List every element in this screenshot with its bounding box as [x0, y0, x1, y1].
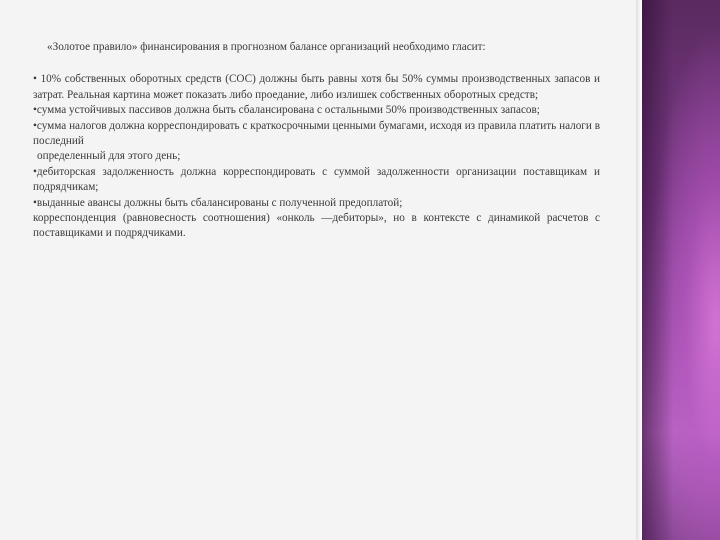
rule-item-taxes: •сумма налогов должна корреспондировать с краткосрочными ценными бумагами, исходя из правила платить налоги в последний [33, 119, 600, 148]
rule-item-advances: •выданные авансы должны быть сбалансированы с полученной предоплатой; [33, 196, 403, 209]
rule-item-onkol: корреспонденция (равновесность соотношения) «онколь —дебиторы», но в контексте с динамикой расчетов с поставщиками и подрядчиками. [33, 212, 600, 240]
text-block [33, 40, 600, 242]
paragraph-gap [33, 55, 600, 72]
intro-paragraph: «Золотое правило» финансирования в прогнозном балансе организаций необходимо гласит: [47, 41, 486, 53]
rule-item-taxes-continued: определенный для этого день; [37, 150, 181, 163]
rule-item-stable-liabilities: •сумма устойчивых пассивов должна быть сбалансирована с остальными 50% производственных запасов; [33, 104, 540, 117]
decorative-side-panel [642, 0, 720, 540]
rule-item-receivables: •дебиторская задолженность должна корреспондировать с суммой задолженности организации поставщикам и подрядчикам; [33, 165, 600, 194]
rule-item-sos: • 10% собственных оборотных средств (СОС) должны быть равны хотя бы 50% суммы производственных запасов и затрат. Реальная картина может показать либо проедание, либо излишек собственных оборотных средств; [33, 73, 600, 101]
